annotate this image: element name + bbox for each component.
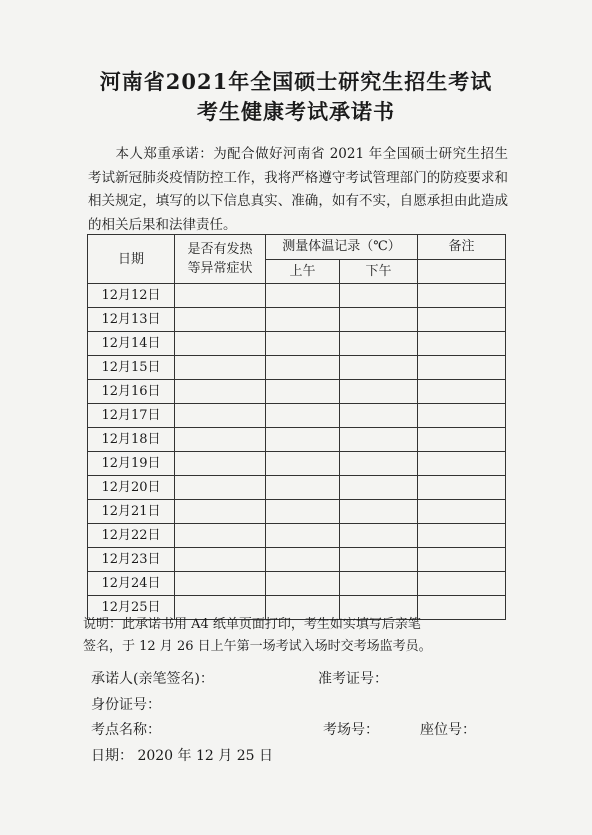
header-pm: 下午 (340, 259, 418, 284)
instructions-line2: 签名，于 12 月 26 日上午第一场考试入场时交考场监考员。 (83, 639, 432, 654)
row-pm-cell[interactable] (340, 572, 418, 596)
row-note-cell[interactable] (418, 500, 506, 524)
row-note-cell[interactable] (418, 476, 506, 500)
row-am-cell[interactable] (266, 428, 340, 452)
row-pm-cell[interactable] (340, 524, 418, 548)
table-row (88, 452, 506, 476)
row-note-cell[interactable] (418, 356, 506, 380)
row-pm-cell[interactable] (340, 476, 418, 500)
row-date: 12月12日 (88, 284, 175, 308)
table-row (88, 284, 506, 308)
row-pm-cell[interactable] (340, 428, 418, 452)
row-symptom-cell[interactable] (175, 500, 266, 524)
row-symptom-cell[interactable] (175, 572, 266, 596)
table-row (88, 356, 506, 380)
header-symptom-line2: 等异常症状 (187, 261, 253, 276)
row-pm-cell[interactable] (340, 380, 418, 404)
row-note-cell[interactable] (418, 428, 506, 452)
row-symptom-cell[interactable] (175, 284, 266, 308)
instructions-line1: 说明：此承诺书用 A4 纸单页面打印，考生如实填写后亲笔 (83, 617, 421, 632)
row-date: 12月25日 (88, 596, 175, 620)
pledge-text: 本人郑重承诺：为配合做好河南省 2021 年全国硕士研究生招生考试新冠肺炎疫情防控工作，我将严格遵守考试管理部门的防疫要求和相关规定，填写的以下信息真实、准确，如有不实，自愿承担由此造成的相关后果和法律责任。 (88, 146, 508, 233)
row-am-cell[interactable] (266, 284, 340, 308)
row-note-cell[interactable] (418, 380, 506, 404)
table-row (88, 332, 506, 356)
exam-number-label: 准考证号： (318, 671, 388, 687)
signer-label: 承诺人(亲笔签名)： (91, 671, 214, 687)
seat-number-label: 座位号： (420, 722, 476, 738)
row-symptom-cell[interactable] (175, 524, 266, 548)
row-note-cell[interactable] (418, 404, 506, 428)
table-row (88, 548, 506, 572)
row-am-cell[interactable] (266, 452, 340, 476)
row-date: 12月20日 (88, 476, 175, 500)
header-note-blank (418, 259, 506, 284)
row-pm-cell[interactable] (340, 284, 418, 308)
document-title-line1: 河南省2021年全国硕士研究生招生考试 (99, 69, 493, 94)
row-pm-cell[interactable] (340, 548, 418, 572)
row-symptom-cell[interactable] (175, 332, 266, 356)
table-row (88, 500, 506, 524)
row-date: 12月22日 (88, 524, 175, 548)
health-record-table (87, 234, 506, 620)
exam-site-label: 考点名称： (91, 722, 161, 738)
row-pm-cell[interactable] (340, 332, 418, 356)
row-date: 12月14日 (88, 332, 175, 356)
row-am-cell[interactable] (266, 332, 340, 356)
row-date: 12月15日 (88, 356, 175, 380)
row-pm-cell[interactable] (340, 308, 418, 332)
row-am-cell[interactable] (266, 548, 340, 572)
row-am-cell[interactable] (266, 572, 340, 596)
pledge-paragraph (88, 143, 508, 237)
id-number-label: 身份证号： (91, 697, 161, 713)
row-date: 12月16日 (88, 380, 175, 404)
row-am-cell[interactable] (266, 380, 340, 404)
row-am-cell[interactable] (266, 356, 340, 380)
table-row (88, 476, 506, 500)
row-date: 12月23日 (88, 548, 175, 572)
row-am-cell[interactable] (266, 308, 340, 332)
row-pm-cell[interactable] (340, 356, 418, 380)
header-am: 上午 (266, 259, 340, 284)
row-date: 12月24日 (88, 572, 175, 596)
row-symptom-cell[interactable] (175, 452, 266, 476)
table-row (88, 380, 506, 404)
table-row (88, 524, 506, 548)
date-label: 日期： 2020 年 12 月 25 日 (91, 748, 273, 764)
table-row (88, 428, 506, 452)
row-date: 12月18日 (88, 428, 175, 452)
row-symptom-cell[interactable] (175, 404, 266, 428)
row-note-cell[interactable] (418, 548, 506, 572)
row-symptom-cell[interactable] (175, 476, 266, 500)
table-row (88, 404, 506, 428)
table-row (88, 572, 506, 596)
row-note-cell[interactable] (418, 572, 506, 596)
row-date: 12月17日 (88, 404, 175, 428)
row-symptom-cell[interactable] (175, 428, 266, 452)
row-date: 12月13日 (88, 308, 175, 332)
row-note-cell[interactable] (418, 524, 506, 548)
row-note-cell[interactable] (418, 308, 506, 332)
row-symptom-cell[interactable] (175, 548, 266, 572)
row-pm-cell[interactable] (340, 452, 418, 476)
row-pm-cell[interactable] (340, 500, 418, 524)
header-symptom (175, 235, 266, 284)
exam-room-label: 考场号： (323, 722, 379, 738)
row-symptom-cell[interactable] (175, 308, 266, 332)
row-symptom-cell[interactable] (175, 356, 266, 380)
instructions (83, 614, 513, 658)
header-symptom-line1: 是否有发热 (187, 242, 253, 257)
row-pm-cell[interactable] (340, 404, 418, 428)
row-am-cell[interactable] (266, 524, 340, 548)
header-note: 备注 (418, 235, 506, 260)
row-am-cell[interactable] (266, 500, 340, 524)
document-title-line2: 考生健康考试承诺书 (197, 99, 395, 124)
table-body (88, 284, 506, 620)
row-date: 12月19日 (88, 452, 175, 476)
table-row (88, 308, 506, 332)
header-date: 日期 (88, 235, 175, 284)
row-note-cell[interactable] (418, 452, 506, 476)
header-temperature: 测量体温记录（℃） (266, 235, 418, 260)
row-date: 12月21日 (88, 500, 175, 524)
row-am-cell[interactable] (266, 476, 340, 500)
row-am-cell[interactable] (266, 404, 340, 428)
row-note-cell[interactable] (418, 284, 506, 308)
row-note-cell[interactable] (418, 332, 506, 356)
row-symptom-cell[interactable] (175, 380, 266, 404)
